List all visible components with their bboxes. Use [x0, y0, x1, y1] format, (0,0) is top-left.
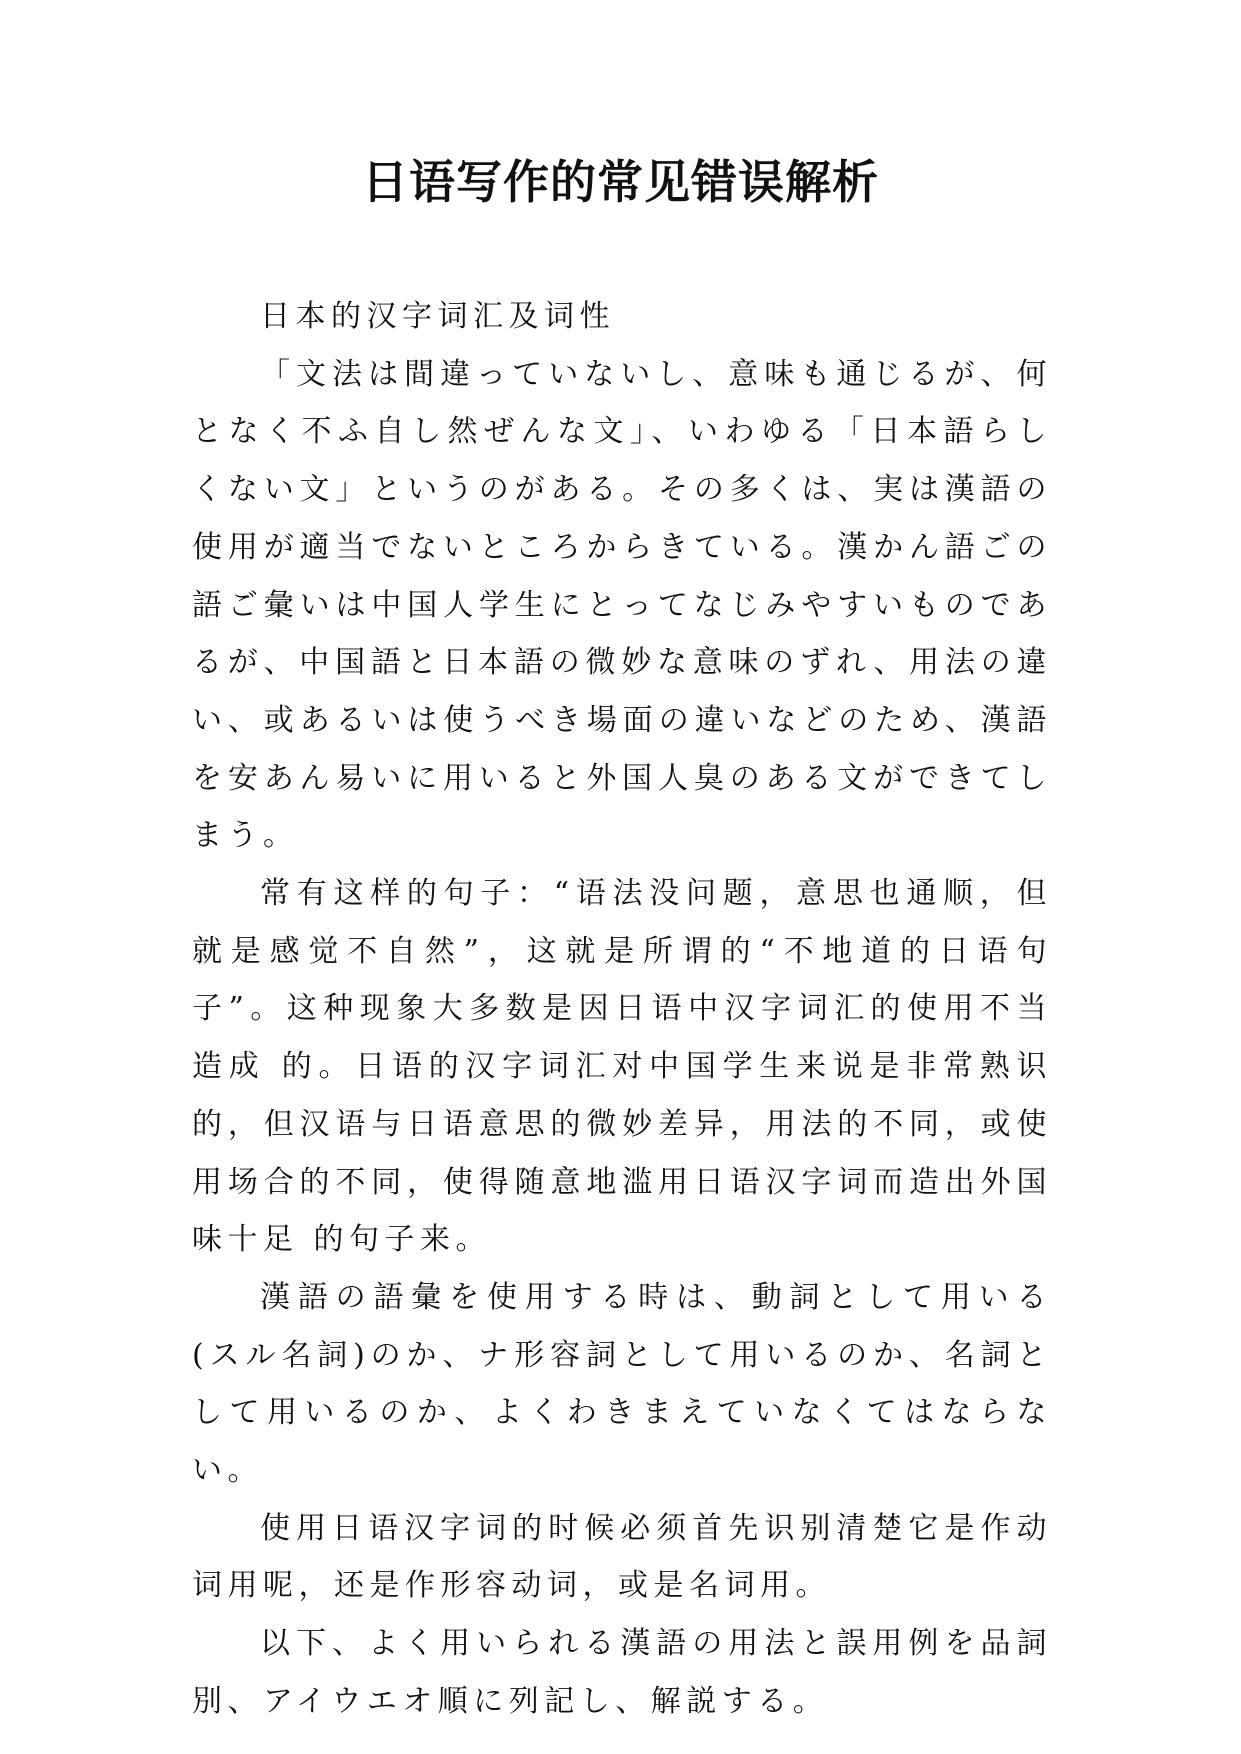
document-body	[192, 288, 1052, 1731]
paragraph: 以下、よく用いられる漢語の用法と誤用例を品詞別、アイウエオ順に列記し、解説する。	[192, 1626, 1052, 1719]
paragraph: 漢語の語彙を使用する時は、動詞として用いる(スル名詞)のか、ナ形容詞として用いるのか、名詞として用いるのか、よくわきまえていなくてはならない。	[192, 1279, 1052, 1489]
paragraph-heading: 日本的汉字词汇及词性	[260, 299, 615, 334]
paragraph: 「文法は間違っていないし、意味も通じるが、何となく不ふ自し然ぜんな文」、いわゆる「日本語らしくない文」というのがある。その多くは、実は漢語の使用が適当でないところからきている。漢かん語ごの語ご彙いは中国人学生にとってなじみやすいものであるが、中国語と日本語の微妙な意味のずれ、用法の違い、或あるいは使うべき場面の違いなどのため、漢語を安あん易いに用いると外国人臭のある文ができてしまう。	[192, 356, 1052, 854]
paragraph: 常有这样的句子：“语法没问题，意思也通顺，但就是感觉不自然”，这就是所谓的“不地道的日语句子”。这种现象大多数是因日语中汉字词汇的使用不当造成 的。日语的汉字词汇对中国学生来说是非常熟识的，但汉语与日语意思的微妙差异，用法的不同，或使用场合的不同，使得随意地滥用日语汉字词而造出外国味十足 的句子来。	[192, 876, 1052, 1258]
paragraph: 使用日语汉字词的时候必须首先识别清楚它是作动词用呢，还是作形容动词，或是名词用。	[192, 1510, 1052, 1604]
document-title: 日语写作的常见错误解析	[362, 155, 879, 209]
